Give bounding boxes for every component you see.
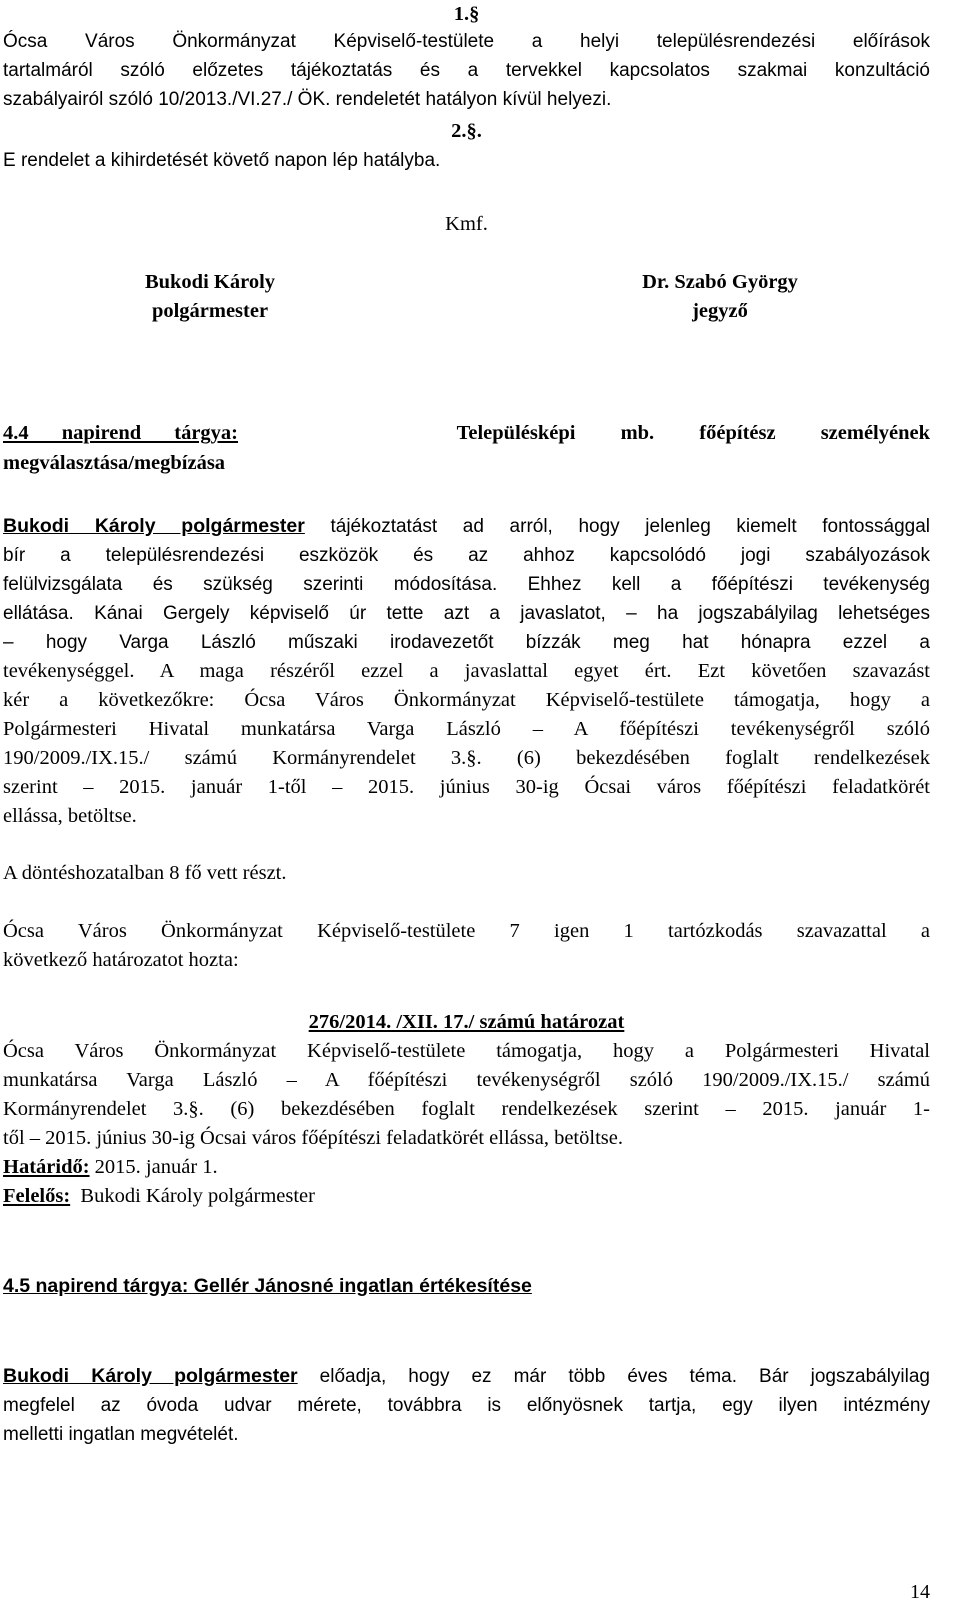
resolution-line3: Kormányrendelet 3.§. (6) bekezdésében foglalt rendelkezések szerint – 2015. január 1- [3, 1098, 930, 1120]
speaker-name: Bukodi Károly polgármester [3, 1365, 298, 1387]
resolution-line1: Ócsa Város Önkormányzat Képviselő-testülete támogatja, hogy a Polgármesteri Hivatal [3, 1040, 930, 1062]
agenda-4-5-body-line1 [3, 1362, 930, 1391]
signature-right-name: Dr. Szabó György [642, 271, 798, 293]
agenda-4-4-body-line3: felülvizsgálata és szükség szerinti módosítása. Ehhez kell a főépítészi tevékenység [3, 574, 930, 595]
responsible-line [3, 1182, 930, 1211]
agenda-4-4-body-line4: ellátása. Kánai Gergely képviselő úr tette azt a javaslatot, – ha jogszabályilag lehetséges [3, 603, 930, 624]
speaker-name: Bukodi Károly polgármester [3, 515, 305, 537]
agenda-4-4-body-line6: tevékenységgel. A maga részéről ezzel a javaslattal egyet ért. Ezt követően szavazást [3, 660, 930, 682]
page-number: 14 [910, 1581, 930, 1603]
signature-left-title: polgármester [151, 300, 269, 322]
body-text: tájékoztatást ad arról, hogy jelenleg kiemelt fontossággal [304, 516, 930, 537]
agenda-4-4-body-line1 [3, 512, 930, 541]
para1-line2: tartalmáról szóló előzetes tájékoztatás és a tervekkel kapcsolatos szakmai konzultáció [3, 60, 930, 81]
agenda-4-4-heading-subject: Településképi mb. főépítész személyének [456, 422, 930, 444]
agenda-4-4-body-line9: 190/2009./IX.15./ számú Kormányrendelet 3.§. (6) bekezdésében foglalt rendelkezések [3, 747, 930, 769]
paragraph-number-1: 1.§ [453, 3, 480, 25]
deadline-value: 2015. január 1. [89, 1156, 218, 1178]
deadline-label: Határidő: [3, 1156, 90, 1178]
kmf-label: Kmf. [445, 213, 488, 235]
para2-text: E rendelet a kihirdetését követő napon lép hatályba. [3, 150, 441, 171]
signature-right-title: jegyző [692, 300, 748, 322]
resolution-title: 276/2014. /XII. 17./ számú határozat [308, 1011, 625, 1033]
signature-left-name: Bukodi Károly [144, 271, 276, 293]
agenda-4-5-body-line2: megfelel az óvoda udvar mérete, továbbra is előnyösnek tartja, egy ilyen intézmény [3, 1395, 930, 1416]
agenda-4-4-body-line5: – hogy Varga László műszaki irodavezetőt bízzák meg hat hónapra ezzel a [3, 632, 930, 653]
vote-line1: Ócsa Város Önkormányzat Képviselő-testülete 7 igen 1 tartózkodás szavazattal a [3, 920, 930, 942]
agenda-4-4-body-line8: Polgármesteri Hivatal munkatársa Varga László – A főépítészi tevékenységről szóló [3, 718, 930, 740]
decision-count: A döntéshozatalban 8 fő vett részt. [3, 862, 287, 884]
deadline-line [3, 1153, 930, 1182]
agenda-4-5-body-line3: melletti ingatlan megvételét. [3, 1424, 239, 1445]
vote-line2: következő határozatot hozta: [3, 949, 239, 971]
para1-line1: Ócsa Város Önkormányzat Képviselő-testülete a helyi településrendezési előírások [3, 31, 930, 52]
agenda-4-4-body-line10: szerint – 2015. január 1-től – 2015. június 30-ig Ócsai város főépítészi feladatkörét [3, 776, 930, 798]
agenda-4-4-heading-line2: megválasztása/megbízása [3, 452, 226, 474]
responsible-label: Felelős: [3, 1185, 71, 1207]
signature-left [60, 268, 360, 326]
agenda-4-5-heading: 4.5 napirend tárgya: Gellér Jánosné ingatlan értékesítése [3, 1275, 532, 1297]
resolution-line2: munkatársa Varga László – A főépítészi tevékenységről szóló 190/2009./IX.15./ számú [3, 1069, 930, 1091]
agenda-4-4-body-line11: ellássa, betöltse. [3, 805, 137, 827]
body-text: előadja, hogy ez már több éves téma. Bár jogszabályilag [297, 1366, 930, 1387]
agenda-4-4-body-line2: bír a településrendezési eszközök és az ahhoz kapcsolódó jogi szabályozások [3, 545, 930, 566]
resolution-line4: től – 2015. június 30-ig Ócsai város főépítészi feladatkörét ellássa, betöltse. [3, 1127, 623, 1149]
responsible-value: Bukodi Károly polgármester [70, 1185, 315, 1207]
signature-right [570, 268, 870, 326]
paragraph-number-2: 2.§. [451, 120, 482, 142]
agenda-4-4-body-line7: kér a következőkre: Ócsa Város Önkormányzat Képviselő-testülete támogatja, hogy a [3, 689, 930, 711]
agenda-4-4-heading-label: 4.4 napirend tárgya: [3, 422, 239, 444]
agenda-4-4-heading-line1 [3, 419, 930, 448]
para1-line3: szabályairól szóló 10/2013./VI.27./ ÖK. rendeletét hatályon kívül helyezi. [3, 89, 612, 110]
